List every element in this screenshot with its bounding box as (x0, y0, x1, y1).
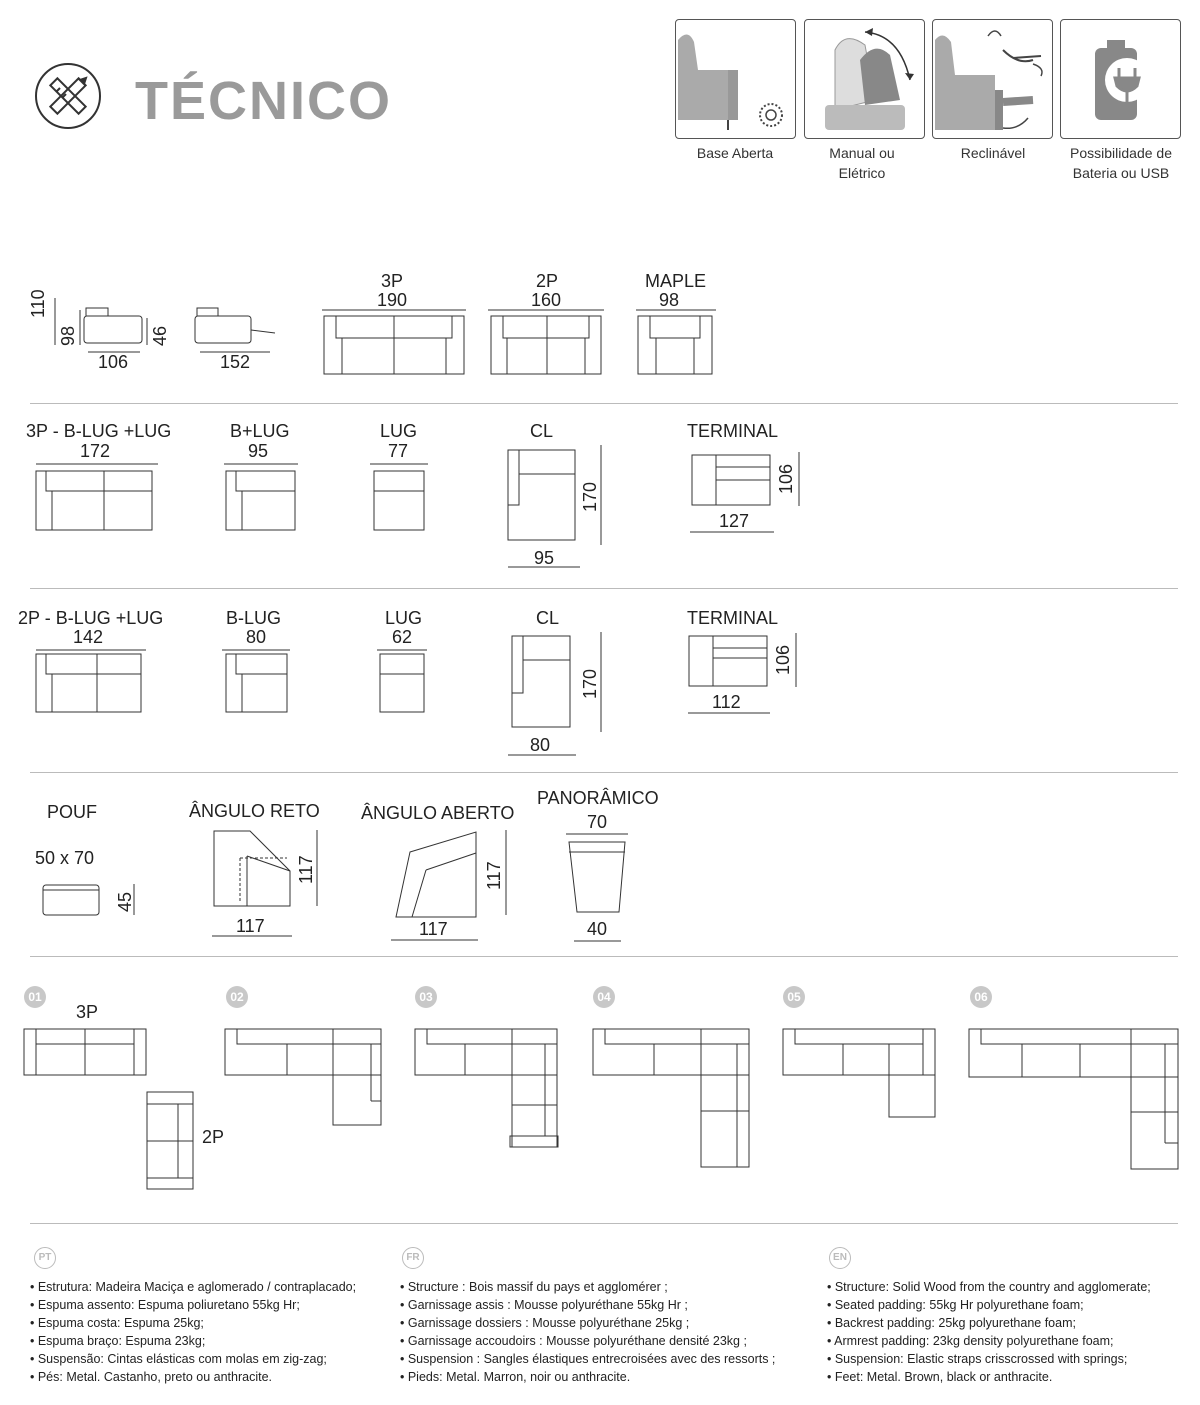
composition-05 (783, 1029, 935, 1117)
module-lug-62 (377, 650, 427, 712)
feature-recliner (932, 19, 1053, 139)
model-width: 117 (236, 916, 265, 936)
spec-line: • Suspension : Sangles élastiques entrecroisées avec des ressorts ; (400, 1352, 776, 1366)
composition-number: 06 (970, 986, 992, 1008)
sofa-2p-drawing (488, 310, 604, 374)
side-view-open (195, 308, 275, 352)
spec-line: • Structure : Bois massif du pays et agglomérer ; (400, 1280, 668, 1294)
model-width: 160 (531, 290, 562, 310)
model-depth: 170 (580, 668, 600, 699)
divider (30, 1223, 1178, 1224)
dim-height-seat: 98 (58, 325, 78, 346)
feature-battery-usb (1060, 19, 1181, 139)
model-width: 77 (388, 441, 409, 461)
model-name: ÂNGULO ABERTO (361, 803, 515, 823)
spec-line: • Espuma assento: Espuma poliuretano 55kg Hr; (30, 1298, 300, 1312)
spec-line: • Backrest padding: 25kg polyurethane foam; (827, 1316, 1076, 1330)
model-name: B-LUG (226, 608, 282, 628)
dim-depth: 106 (98, 352, 129, 372)
recliner-icon (933, 20, 1052, 138)
composition-label-3p: 3P (76, 1002, 99, 1022)
model-width: 98 (659, 290, 680, 310)
model-width: 80 (246, 627, 267, 647)
composition-label-2p: 2P (202, 1127, 225, 1147)
composition-number: 05 (783, 986, 805, 1008)
model-name: TERMINAL (687, 608, 779, 628)
sofa-3p-drawing (322, 310, 466, 374)
maple-drawing (636, 310, 716, 374)
divider (30, 403, 1178, 404)
specs-fr (400, 1278, 775, 1386)
dim-height-arm: 46 (150, 325, 170, 346)
spec-line: • Garnissage assis : Mousse polyuréthane 55kg Hr ; (400, 1298, 688, 1312)
model-size: 50 x 70 (35, 848, 95, 868)
feature-open-base (675, 19, 796, 139)
model-depth: 117 (484, 861, 504, 890)
model-name: ÂNGULO RETO (189, 801, 320, 821)
model-name: TERMINAL (687, 421, 779, 441)
composition-number: 03 (415, 986, 437, 1008)
lang-badge-en: EN (829, 1247, 851, 1269)
model-name: B+LUG (230, 421, 290, 441)
spec-line: • Pieds: Metal. Marron, noir ou anthracite. (400, 1370, 631, 1384)
spec-line: • Estrutura: Madeira Maciça e aglomerado / contraplacado; (30, 1280, 357, 1294)
composition-01 (24, 1029, 193, 1189)
model-height: 45 (115, 891, 135, 912)
model-bottom-width: 40 (587, 919, 608, 939)
composition-number: 01 (24, 986, 46, 1008)
model-name: PANORÂMICO (537, 788, 659, 808)
divider (30, 588, 1178, 589)
module-lug-77 (370, 464, 428, 530)
model-width: 142 (73, 627, 104, 647)
specs-en (827, 1278, 1151, 1386)
model-width: 80 (530, 735, 551, 755)
spec-line: • Espuma braço: Espuma 23kg; (30, 1334, 206, 1348)
model-depth: 170 (580, 481, 600, 512)
pencil-ruler-icon (34, 62, 102, 130)
model-width: 95 (534, 548, 555, 568)
composition-03 (415, 1029, 558, 1147)
dim-height-total: 110 (28, 289, 48, 318)
feature-label: Reclinável (960, 145, 1026, 161)
battery-usb-icon (1061, 20, 1180, 138)
model-width: 190 (377, 290, 408, 310)
feature-label: Possibilidade de Bateria ou USB (1070, 145, 1172, 181)
model-name: 2P (536, 271, 559, 291)
model-width: 172 (80, 441, 111, 461)
model-name: LUG (380, 421, 418, 441)
composition-04 (593, 1029, 749, 1167)
model-name: CL (530, 421, 554, 441)
feature-manual-electric (804, 19, 925, 139)
model-top-width: 70 (587, 812, 608, 832)
model-width: 117 (419, 919, 448, 939)
lang-badge-fr: FR (402, 1247, 424, 1269)
spec-line: • Espuma costa: Espuma 25kg; (30, 1316, 204, 1330)
open-base-icon (676, 20, 795, 138)
model-name: 2P - B-LUG +LUG (18, 608, 164, 628)
model-width: 112 (712, 692, 741, 712)
model-width: 62 (392, 627, 413, 647)
spec-line: • Armrest padding: 23kg density polyurethane foam; (827, 1334, 1114, 1348)
model-depth: 117 (296, 855, 316, 884)
model-name: MAPLE (645, 271, 707, 291)
manual-electric-icon (805, 20, 924, 138)
page-title: TÉCNICO (135, 71, 392, 131)
spec-line: • Suspension: Elastic straps crisscrossed with springs; (827, 1352, 1128, 1366)
spec-line: • Structure: Solid Wood from the country and agglomerate; (827, 1280, 1151, 1294)
composition-06 (969, 1029, 1178, 1169)
model-name: LUG (385, 608, 423, 628)
model-name: 3P (381, 271, 404, 291)
model-depth: 106 (773, 644, 793, 675)
model-width: 127 (719, 511, 750, 531)
spec-line: • Feet: Metal. Brown, black or anthracite. (827, 1370, 1053, 1384)
spec-line: • Suspensão: Cintas elásticas com molas em zig-zag; (30, 1352, 327, 1366)
module-3p-blug-lug (36, 464, 158, 530)
module-b-lug-80 (222, 650, 290, 712)
model-name: CL (536, 608, 560, 628)
module-b-lug-95 (224, 464, 298, 530)
spec-line: • Pés: Metal. Castanho, preto ou anthracite. (30, 1370, 273, 1384)
divider (30, 956, 1178, 957)
model-depth: 106 (776, 463, 796, 494)
spec-line: • Garnissage dossiers : Mousse polyuréthane 25kg ; (400, 1316, 690, 1330)
lang-badge-pt: PT (34, 1247, 56, 1269)
dim-depth-open: 152 (220, 352, 251, 372)
model-name: 3P - B-LUG +LUG (26, 421, 172, 441)
composition-02 (225, 1029, 381, 1125)
module-2p-blug-lug (36, 650, 146, 712)
feature-label: Manual ou Elétrico (829, 145, 895, 181)
technical-logo (34, 62, 102, 130)
composition-number: 02 (226, 986, 248, 1008)
specs-pt (30, 1278, 356, 1386)
divider (30, 772, 1178, 773)
model-width: 95 (248, 441, 269, 461)
spec-line: • Seated padding: 55kg Hr polyurethane foam; (827, 1298, 1084, 1312)
model-name: POUF (47, 802, 98, 822)
feature-label: Base Aberta (696, 145, 774, 161)
composition-number: 04 (593, 986, 615, 1008)
spec-line: • Garnissage accoudoirs : Mousse polyuréthane densité 23kg ; (400, 1334, 747, 1348)
